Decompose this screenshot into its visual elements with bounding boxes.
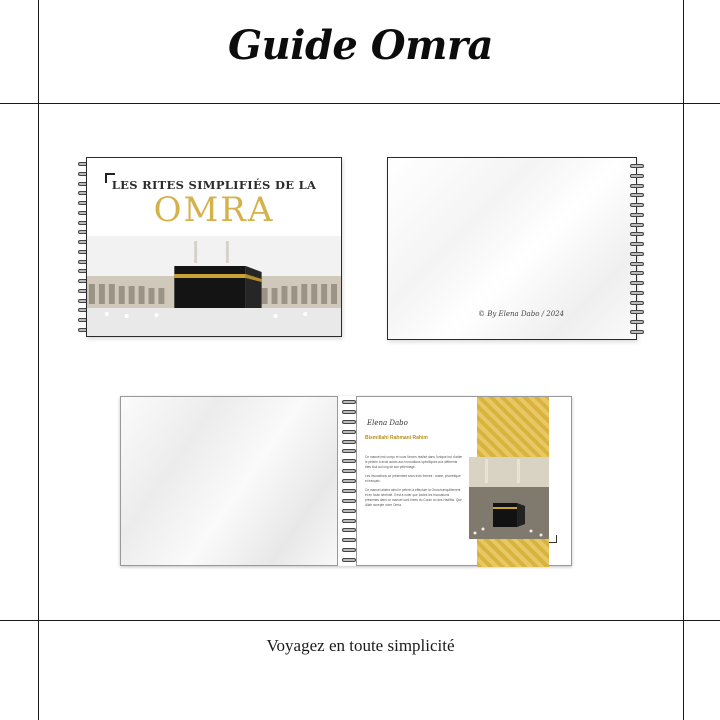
open-spiral-binding [342, 400, 356, 562]
inner-paragraph: Ce manuel est conçu et vous l'avons réalisé dans l'unique but d'aider le pèlerin à avoir accès aux invocations spécifiques aux différents rites tout au long de son pèlerinage. [365, 455, 463, 469]
inner-header: Bismillahi Rahmani Rahim [365, 435, 428, 441]
page-tagline: Voyagez en toute simplicité [266, 636, 455, 655]
frame-line-right [683, 0, 684, 720]
book-back-cover [387, 157, 637, 340]
frame-line-left [38, 0, 39, 720]
open-left-page [120, 396, 338, 566]
open-right-page [356, 396, 572, 566]
page-title: Guide Omra [228, 22, 493, 69]
back-spiral-binding [630, 164, 644, 334]
inner-paragraph: Les invocations se présentent sous trois formes : arabe, phonétique et français. [365, 474, 461, 483]
cover-subtitle: LES RITES SIMPLIFIÉS DE LA [111, 178, 317, 192]
back-signature: © By Elena Dabo / 2024 [478, 310, 565, 318]
inner-corner-bracket [549, 535, 557, 543]
book-open-spread [120, 396, 572, 566]
cover-title: OMRA [153, 190, 275, 230]
inner-paragraph: Ce manuel aidera ainsi le pèlerin à effectuer la Omra tranquillement et en toute sérénité. Il est à noter que toutes les invocations présentes dans ce manuel sont tirées du Coran ou des Hadiths. Que Allah accepte votre Omra. [365, 488, 462, 507]
book-cover [86, 157, 342, 337]
inner-kaaba-photo [469, 457, 549, 539]
frame-line-top [0, 103, 720, 104]
inner-signature: Elena Dabo [367, 419, 408, 427]
kaaba-photo [87, 236, 341, 336]
frame-line-bottom [0, 620, 720, 621]
inner-text-block [365, 455, 463, 508]
